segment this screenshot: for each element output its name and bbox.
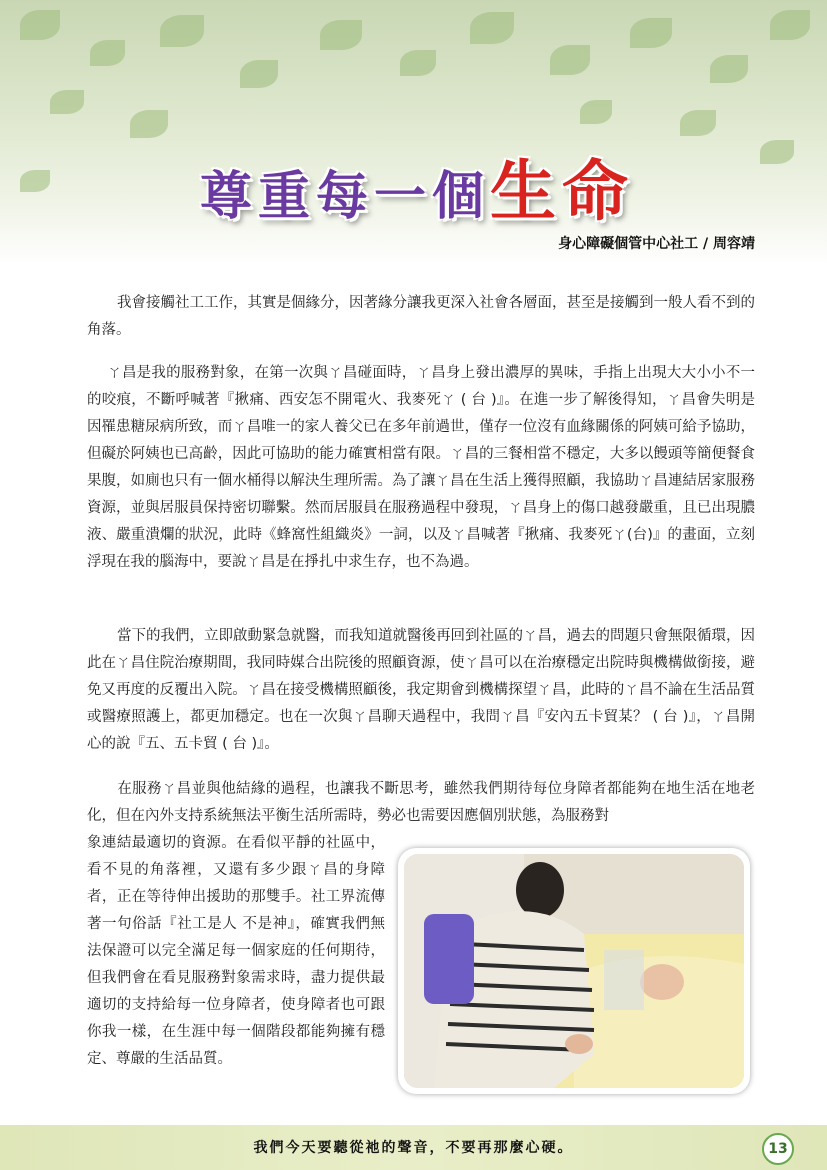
ivy-banner [0, 0, 827, 265]
paragraph-1: 我會接觸社工工作，其實是個緣分，因著緣分讓我更深入社會各層面，甚至是接觸到一般人看不到的角落。 [87, 295, 755, 338]
photo-social-worker-visiting-patient [404, 854, 744, 1088]
page-number: 13 [762, 1133, 794, 1165]
photo-frame [398, 848, 750, 1094]
paragraph-2: ㄚ昌是我的服務對象，在第一次與ㄚ昌碰面時，ㄚ昌身上發出濃厚的異味，手指上出現大大小小不一的咬痕，不斷呼喊著『揪痛、西安怎不開電火、我麥死ㄚ ( 台 )』。在進一步了解後得知，ㄚ昌會失明是因罹患糖尿病所致，而ㄚ昌唯一的家人養父已在多年前過世，僅存一位沒有血緣關係的阿姨可給予協助，但礙於阿姨也已高齡，因此可協助的能力確實相當有限。ㄚ昌的三餐相當不穩定，大多以饅頭等簡便餐食果腹，如廁也只有一個水桶得以解決生理所需。為了讓ㄚ昌在生活上獲得照顧，我協助ㄚ昌連結居家服務資源，並與居服員保持密切聯繫。然而居服員在服務過程中發現，ㄚ昌身上的傷口越發嚴重，且已出現膿液、嚴重潰爛的狀況，此時《蜂窩性組織炎》一詞，以及ㄚ昌喊著『揪痛、我麥死ㄚ(台)』的畫面，立刻浮現在我的腦海中，要說ㄚ昌是在掙扎中求生存，也不為過。 [87, 365, 755, 570]
footer-band [0, 1125, 827, 1170]
paragraph-3: 當下的我們，立即啟動緊急就醫，而我知道就醫後再回到社區的ㄚ昌，過去的問題只會無限循環，因此在ㄚ昌住院治療期間，我同時媒合出院後的照顧資源，使ㄚ昌可以在治療穩定出院時與機構做銜接，避免又再度的反覆出入院。ㄚ昌在接受機構照顧後，我定期會到機構探望ㄚ昌，此時的ㄚ昌不論在生活品質或醫療照護上，都更加穩定。也在一次與ㄚ昌聊天過程中，我問ㄚ昌『安內五卡貿某？ ( 台 )』，ㄚ昌開心的說『五、五卡貿 ( 台 )』。 [87, 628, 755, 752]
article-title [200, 138, 680, 230]
footer-verse: 我們今天要聽從祂的聲音，不要再那麼心硬。 [253, 1140, 574, 1156]
photo-illustration [404, 854, 744, 1088]
author-byline: 身心障礙個管中心社工 / 周容靖 [558, 236, 755, 252]
title-part-1: 尊重每一個 [200, 167, 491, 227]
paragraph-4-continued: 象連結最適切的資源。在看似平靜的社區中，看不見的角落裡，又還有多少跟ㄚ昌的身障者，正在等待伸出援助的那雙手。社工界流傳著一句俗話『社工是人 不是神』，確實我們無法保證可以完全滿足每一個家庭的任何期待，但我們會在看見服務對象需求時，盡力提供最適切的支持給每一位身障者，使身障者也可跟你我一樣，在生涯中每一個階段都能夠擁有穩定、尊嚴的生活品質。 [87, 835, 385, 1067]
title-part-2: 生命 [490, 153, 635, 230]
paragraph-4: 在服務ㄚ昌並與他結緣的過程，也讓我不斷思考，雖然我們期待每位身障者都能夠在地生活在地老化，但在內外支持系統無法平衡生活所需時，勢必也需要因應個別狀態，為服務對 [87, 781, 755, 824]
